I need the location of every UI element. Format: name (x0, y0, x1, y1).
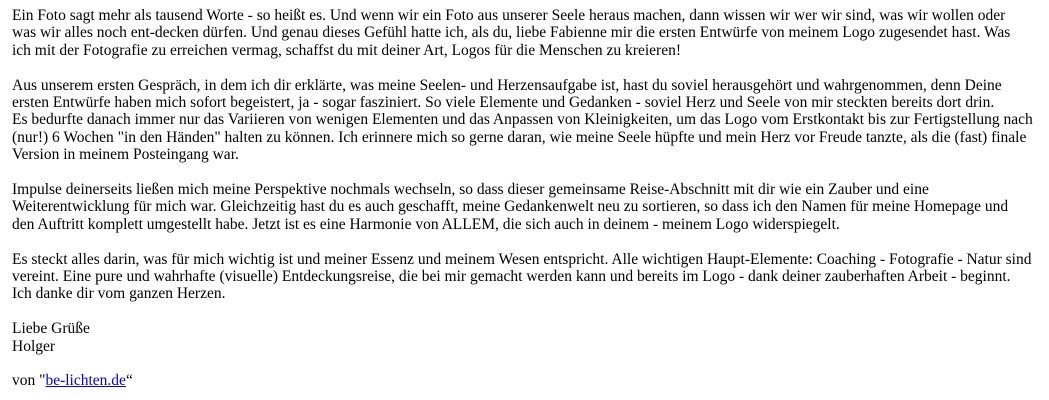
source-suffix: “ (125, 372, 133, 390)
paragraph-intro (12, 7, 1037, 59)
text-line: Ein Foto sagt mehr als tausend Worte - so heißt es. Und wenn wir ein Foto aus unserer Seele heraus machen, dann wissen wir wer wir sind, was wir wollen oder (12, 7, 1006, 24)
text-line: ersten Entwürfe haben mich sofort begeistert, ja - sogar fasziniert. So viele Elemente und Gedanken - soviel Herz und Seele von mir steckten bereits dort drin. (12, 94, 995, 112)
text-line: Ich danke dir vom ganzen Herzen. (12, 285, 226, 303)
source-link[interactable]: be-lichten.de (45, 372, 126, 390)
source-line (12, 372, 1037, 389)
text-line: Weiterentwicklung für mich war. Gleichzeitig hast du es auch geschafft, meine Gedankenwelt neu zu sortieren, so dass ich den Namen für meine Homepage und (12, 198, 1009, 216)
text-line: (nur!) 6 Wochen "in den Händen" halten zu können. Ich erinnere mich so gerne daran, wie meine Seele hüpfte und mein Herz vor Freude tanzte, als die (fast) finale (12, 128, 1027, 146)
source-attribution (12, 372, 1037, 389)
author-name: Holger (12, 337, 56, 355)
closing-greeting: Liebe Grüße (12, 320, 90, 338)
paragraph-first-conversation (12, 77, 1037, 164)
text-line: Version in meinem Posteingang war. (12, 146, 239, 164)
text-line: den Auftritt komplett umgestellt habe. Jetzt ist es eine Harmonie von ALLEM, die sich auch in deinem - meinem Logo widerspiegelt. (12, 215, 840, 233)
text-line: Impulse deinerseits ließen mich meine Perspektive nochmals wechseln, so dass dieser gemeinsame Reise-Abschnitt mit dir wie ein Zauber und eine (12, 181, 929, 199)
text-line: Aus unserem ersten Gespräch, in dem ich dir erklärte, was meine Seelen- und Herzensaufgabe ist, hast du soviel herausgehört und wahrgenommen, denn Deine (12, 76, 1002, 94)
source-prefix: von " (12, 372, 46, 390)
text-line: Es steckt alles darin, was für mich wichtig ist und meiner Essenz und meinem Wesen entspricht. Alle wichtigen Haupt-Elemente: Coaching - Fotografie - Natur sind (12, 250, 1032, 268)
paragraph-impulses (12, 181, 1037, 233)
text-line: Es bedurfte danach immer nur das Variieren von wenigen Elementen und das Anpassen von Kleinigkeiten, um das Logo vom Erstkontakt bis zur Fertigstellung nach (12, 111, 1033, 129)
text-line: was wir alles noch ent-decken dürfen. Und genau dieses Gefühl hatte ich, als du, liebe Fabienne mir die ersten Entwürfe von meinem Logo zugesendet hast. Was (12, 24, 1011, 42)
text-line: ich mit der Fotografie zu erreichen vermag, schaffst du mit deiner Art, Logos für die Menschen zu kreieren! (12, 41, 681, 59)
closing-signature (12, 320, 1037, 355)
paragraph-essence (12, 251, 1037, 303)
text-line: vereint. Eine pure und wahrhafte (visuelle) Entdeckungsreise, die bei mir gemacht werden kann und bereits im Logo - dank deiner zauberhaften Arbeit - beginnt. (12, 268, 1011, 286)
